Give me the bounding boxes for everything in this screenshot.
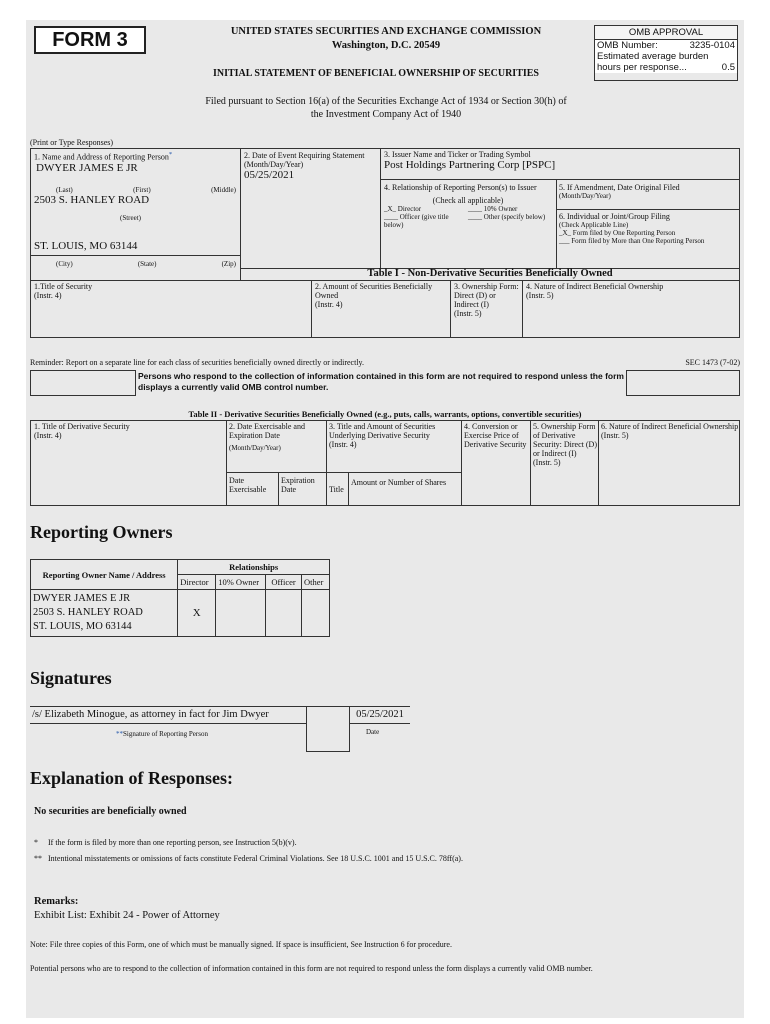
table1-col-ownership: 3. Ownership Form: Direct (D) or Indirect (I) (Instr. 5) xyxy=(454,282,519,318)
table1-title: Table I - Non-Derivative Securities Beneficially Owned xyxy=(367,268,613,279)
ten-pct-header: 10% Owner xyxy=(216,575,266,590)
signature-date: 05/25/2021 xyxy=(350,706,410,724)
omb-number-value: 3235-0104 xyxy=(689,40,735,51)
table2-col-ownership: 5. Ownership Form of Derivative Security: Direct (D) or Indirect (I) (Instr. 5) xyxy=(533,422,597,467)
issuer-name: Post Holdings Partnering Corp [PSPC] xyxy=(384,159,556,171)
city-state-zip: ST. LOUIS, MO 63144 xyxy=(34,240,138,252)
expiration-date-header: Expiration Date xyxy=(281,476,315,494)
table1-col-nature: 4. Nature of Indirect Beneficial Ownership (Instr. 5) xyxy=(526,282,664,300)
box2-label: 2. Date of Event Requiring Statement (Month/Day/Year) xyxy=(244,151,365,169)
divider xyxy=(311,280,312,338)
reporting-owners-table xyxy=(30,559,330,637)
divider xyxy=(278,472,279,506)
multi-person-option: ___ Form filed by More than One Reporting Person xyxy=(559,237,705,245)
date-caption: Date xyxy=(366,728,380,736)
owner-line3: ST. LOUIS, MO 63144 xyxy=(33,621,132,632)
other-cell xyxy=(301,590,329,637)
box5-sub: (Month/Day/Year) xyxy=(559,192,611,200)
director-mark: X xyxy=(178,590,216,637)
box6-label: 6. Individual or Joint/Group Filing xyxy=(559,212,670,221)
owner-line1: DWYER JAMES E JR xyxy=(33,593,131,604)
persons-note: Persons who respond to the collection of information contained in this form are not required to respond unless the form displays a currently valid OMB control number. xyxy=(138,371,624,392)
table2-col-dates: 2. Date Exercisable and Expiration Date xyxy=(229,422,305,440)
note-text: Note: File three copies of this Form, one of which must be manually signed. If space is insufficient, See Instruction 6 for procedure. xyxy=(30,940,452,949)
street-address: 2503 S. HANLEY ROAD xyxy=(34,194,150,206)
divider xyxy=(226,420,227,506)
box4-row1 xyxy=(380,205,556,213)
owner-name-header: Reporting Owner Name / Address xyxy=(31,560,178,590)
table2-col-nature: 6. Nature of Indirect Beneficial Ownership (Instr. 5) xyxy=(601,422,739,440)
street-label: (Street) xyxy=(120,214,141,222)
owner-line2: 2503 S. HANLEY ROAD xyxy=(33,607,143,618)
divider xyxy=(450,280,451,338)
box4-row2 xyxy=(380,213,556,229)
print-note: (Print or Type Responses) xyxy=(30,138,114,147)
divider xyxy=(226,472,461,473)
reminder-text: Reminder: Report on a separate line for each class of securities beneficially owned directly or indirectly. xyxy=(30,358,365,367)
box6-filing-type xyxy=(556,210,740,268)
relationships-header: Relationships xyxy=(178,560,330,575)
filed-pursuant-line1: Filed pursuant to Section 16(a) of the Securities Exchange Act of 1934 or Section 30(h) of xyxy=(205,96,567,107)
officer-cell xyxy=(266,590,302,637)
sec-code: SEC 1473 (7-02) xyxy=(685,358,740,367)
form-title: FORM 3 xyxy=(34,26,146,54)
agency-name: UNITED STATES SECURITIES AND EXCHANGE COMMISSION xyxy=(230,26,542,37)
asterisk-link[interactable]: ** xyxy=(116,730,123,738)
divider xyxy=(598,420,599,506)
officer-option: ____ Officer (give title below) xyxy=(384,213,449,229)
box5-label: 5. If Amendment, Date Original Filed xyxy=(559,183,680,192)
signature-value: /s/ Elizabeth Minogue, as attorney in fact for Jim Dwyer xyxy=(30,706,306,724)
divider xyxy=(30,255,240,256)
signature-spacer-box xyxy=(306,706,350,752)
other-option: ____ Other (specify below) xyxy=(468,213,546,221)
table1-col-amount: 2. Amount of Securities Beneficially Owned (Instr. 4) xyxy=(315,282,433,309)
box2-event-date xyxy=(240,148,380,268)
divider xyxy=(30,280,740,281)
form-page xyxy=(26,20,744,1018)
agency-location: Washington, D.C. 20549 xyxy=(331,40,441,51)
remarks-label: Remarks: xyxy=(34,896,79,907)
reporting-person-name: DWYER JAMES E JR xyxy=(36,161,138,174)
explanation-heading: Explanation of Responses: xyxy=(30,768,234,788)
box4-check: (Check all applicable) xyxy=(432,196,504,205)
underlying-amount-header: Amount or Number of Shares xyxy=(351,478,447,487)
signatures-heading: Signatures xyxy=(30,668,112,688)
director-option: _X_ Director xyxy=(384,205,422,213)
box6-check: (Check Applicable Line) xyxy=(559,221,629,229)
omb-title: OMB APPROVAL xyxy=(595,26,737,40)
persons-note-right-box xyxy=(626,370,740,396)
owners-header-row xyxy=(31,560,330,575)
table2-title: Table II - Derivative Securities Beneficially Owned (e.g., puts, calls, warrants, options, convertible securities) xyxy=(188,409,582,419)
asterisk-link[interactable]: * xyxy=(168,151,173,158)
table2-col-dates-sub: (Month/Day/Year) xyxy=(229,444,281,452)
name-sublabels: (Last) (First) (Middle) xyxy=(56,186,236,194)
box4-label: 4. Relationship of Reporting Person(s) to Issuer xyxy=(384,183,537,192)
footnote-2: ** Intentional misstatements or omissions of facts constitute Federal Criminal Violations. See 18 U.S.C. 1001 and 15 U.S.C. 78ff(a). xyxy=(34,854,463,863)
table2-col-conversion: 4. Conversion or Exercise Price of Derivative Security xyxy=(464,422,527,449)
officer-header: Officer xyxy=(266,575,302,590)
ten-pct-cell xyxy=(216,590,266,637)
box4-relationship xyxy=(380,180,556,268)
other-header: Other xyxy=(301,575,329,590)
event-date: 05/25/2021 xyxy=(244,169,295,181)
box5-amendment xyxy=(556,180,740,210)
divider xyxy=(348,472,349,506)
divider xyxy=(461,420,462,506)
statement-title: INITIAL STATEMENT OF BENEFICIAL OWNERSHIP OF SECURITIES xyxy=(212,68,539,79)
director-header: Director xyxy=(178,575,216,590)
filed-pursuant-line2: the Investment Company Act of 1940 xyxy=(310,109,462,120)
omb-number-label: OMB Number: xyxy=(597,40,658,51)
table2-col-underlying: 3. Title and Amount of Securities Underlying Derivative Security (Instr. 4) xyxy=(329,422,436,449)
omb-approval-box xyxy=(594,25,738,81)
omb-burden-row xyxy=(595,62,737,73)
omb-number-row xyxy=(595,40,737,51)
divider xyxy=(522,280,523,338)
box3-label: 3. Issuer Name and Ticker or Trading Symbol xyxy=(384,150,531,159)
date-exercisable-header: Date Exercisable xyxy=(229,476,267,494)
no-securities-note: No securities are beneficially owned xyxy=(34,806,187,817)
owner-name-address xyxy=(31,590,178,637)
divider xyxy=(326,420,327,506)
owner-row xyxy=(31,590,330,637)
underlying-title-header: Title xyxy=(329,485,344,494)
remarks-text: Exhibit List: Exhibit 24 - Power of Attorney xyxy=(34,910,220,921)
potential-persons-text: Potential persons who are to respond to the collection of information contained in this form are not required to respond unless the form displays a currently valid OMB number. xyxy=(30,964,593,973)
omb-burden-label: hours per response... xyxy=(597,62,687,73)
box3-issuer xyxy=(380,148,740,180)
signature-caption: **Signature of Reporting Person xyxy=(116,730,208,738)
persons-note-left-box xyxy=(30,370,136,396)
ten-pct-option: ____ 10% Owner xyxy=(468,205,518,213)
omb-burden-value: 0.5 xyxy=(721,62,735,73)
city-sublabels: (City) (State) (Zip) xyxy=(56,260,236,268)
box1-name-address xyxy=(30,148,240,278)
one-person-option: _X_ Form filed by One Reporting Person xyxy=(559,229,676,237)
omb-burden-line: Estimated average burden xyxy=(595,51,737,62)
divider xyxy=(530,420,531,506)
table1-col-title: 1.Title of Security (Instr. 4) xyxy=(34,282,93,300)
table2-col-title: 1. Title of Derivative Security (Instr. 4) xyxy=(34,422,130,440)
footnote-1: * If the form is filed by more than one reporting person, see Instruction 5(b)(v). xyxy=(34,838,297,847)
box1-label: 1. Name and Address of Reporting Person* xyxy=(34,151,173,162)
reporting-owners-heading: Reporting Owners xyxy=(30,522,173,542)
